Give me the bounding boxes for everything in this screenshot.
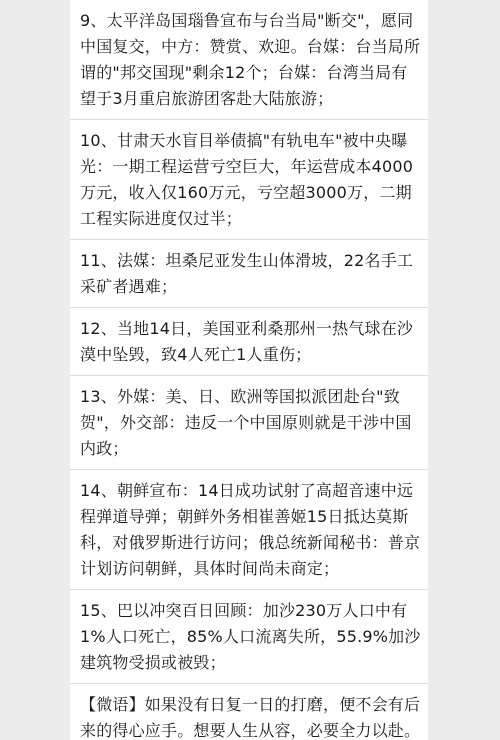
quote-of-the-day: 【微语】如果没有日复一日的打磨，便不会有后来的得心应手。想要人生从容，必要全力以赴。 bbox=[80, 695, 421, 740]
news-item-9: 9、太平洋岛国瑙鲁宣布与台当局"断交"，愿同中国复交，中方：赞赏、欢迎。台媒：台当局所谓的"邦交国现"剩余12个；台媒：台湾当局有望于3月重启旅游团客赴大陆旅游； bbox=[80, 11, 421, 108]
news-item-15: 15、巴以冲突百日回顾：加沙230万人口中有1%人口死亡，85%人口流离失所，55.9%加沙建筑物受损或被毁； bbox=[80, 601, 421, 672]
news-item-14: 14、朝鲜宣布：14日成功试射了高超音速中远程弹道导弹；朝鲜外务相崔善姬15日抵达莫斯科，对俄罗斯进行访问；俄总统新闻秘书：普京计划访问朝鲜，具体时间尚未商定； bbox=[80, 481, 421, 578]
divider bbox=[70, 469, 428, 470]
news-item-12: 12、当地14日，美国亚利桑那州一热气球在沙漠中坠毁，致4人死亡1人重伤； bbox=[80, 319, 414, 364]
news-item-13: 13、外媒：美、日、欧洲等国拟派团赴台"致贺"，外交部：违反一个中国原则就是干涉中国内政； bbox=[80, 387, 412, 458]
divider bbox=[70, 589, 428, 590]
divider bbox=[70, 307, 428, 308]
divider bbox=[70, 683, 428, 684]
divider bbox=[70, 239, 428, 240]
news-article bbox=[70, 0, 428, 740]
divider bbox=[70, 375, 428, 376]
divider bbox=[70, 119, 428, 120]
news-item-11: 11、法媒：坦桑尼亚发生山体滑坡，22名手工采矿者遇难； bbox=[80, 251, 414, 296]
news-item-10: 10、甘肃天水盲目举债搞"有轨电车"被中央曝光：一期工程运营亏空巨大，年运营成本4000万元，收入仅160万元，亏空超3000万，二期工程实际进度仅过半； bbox=[80, 131, 414, 228]
